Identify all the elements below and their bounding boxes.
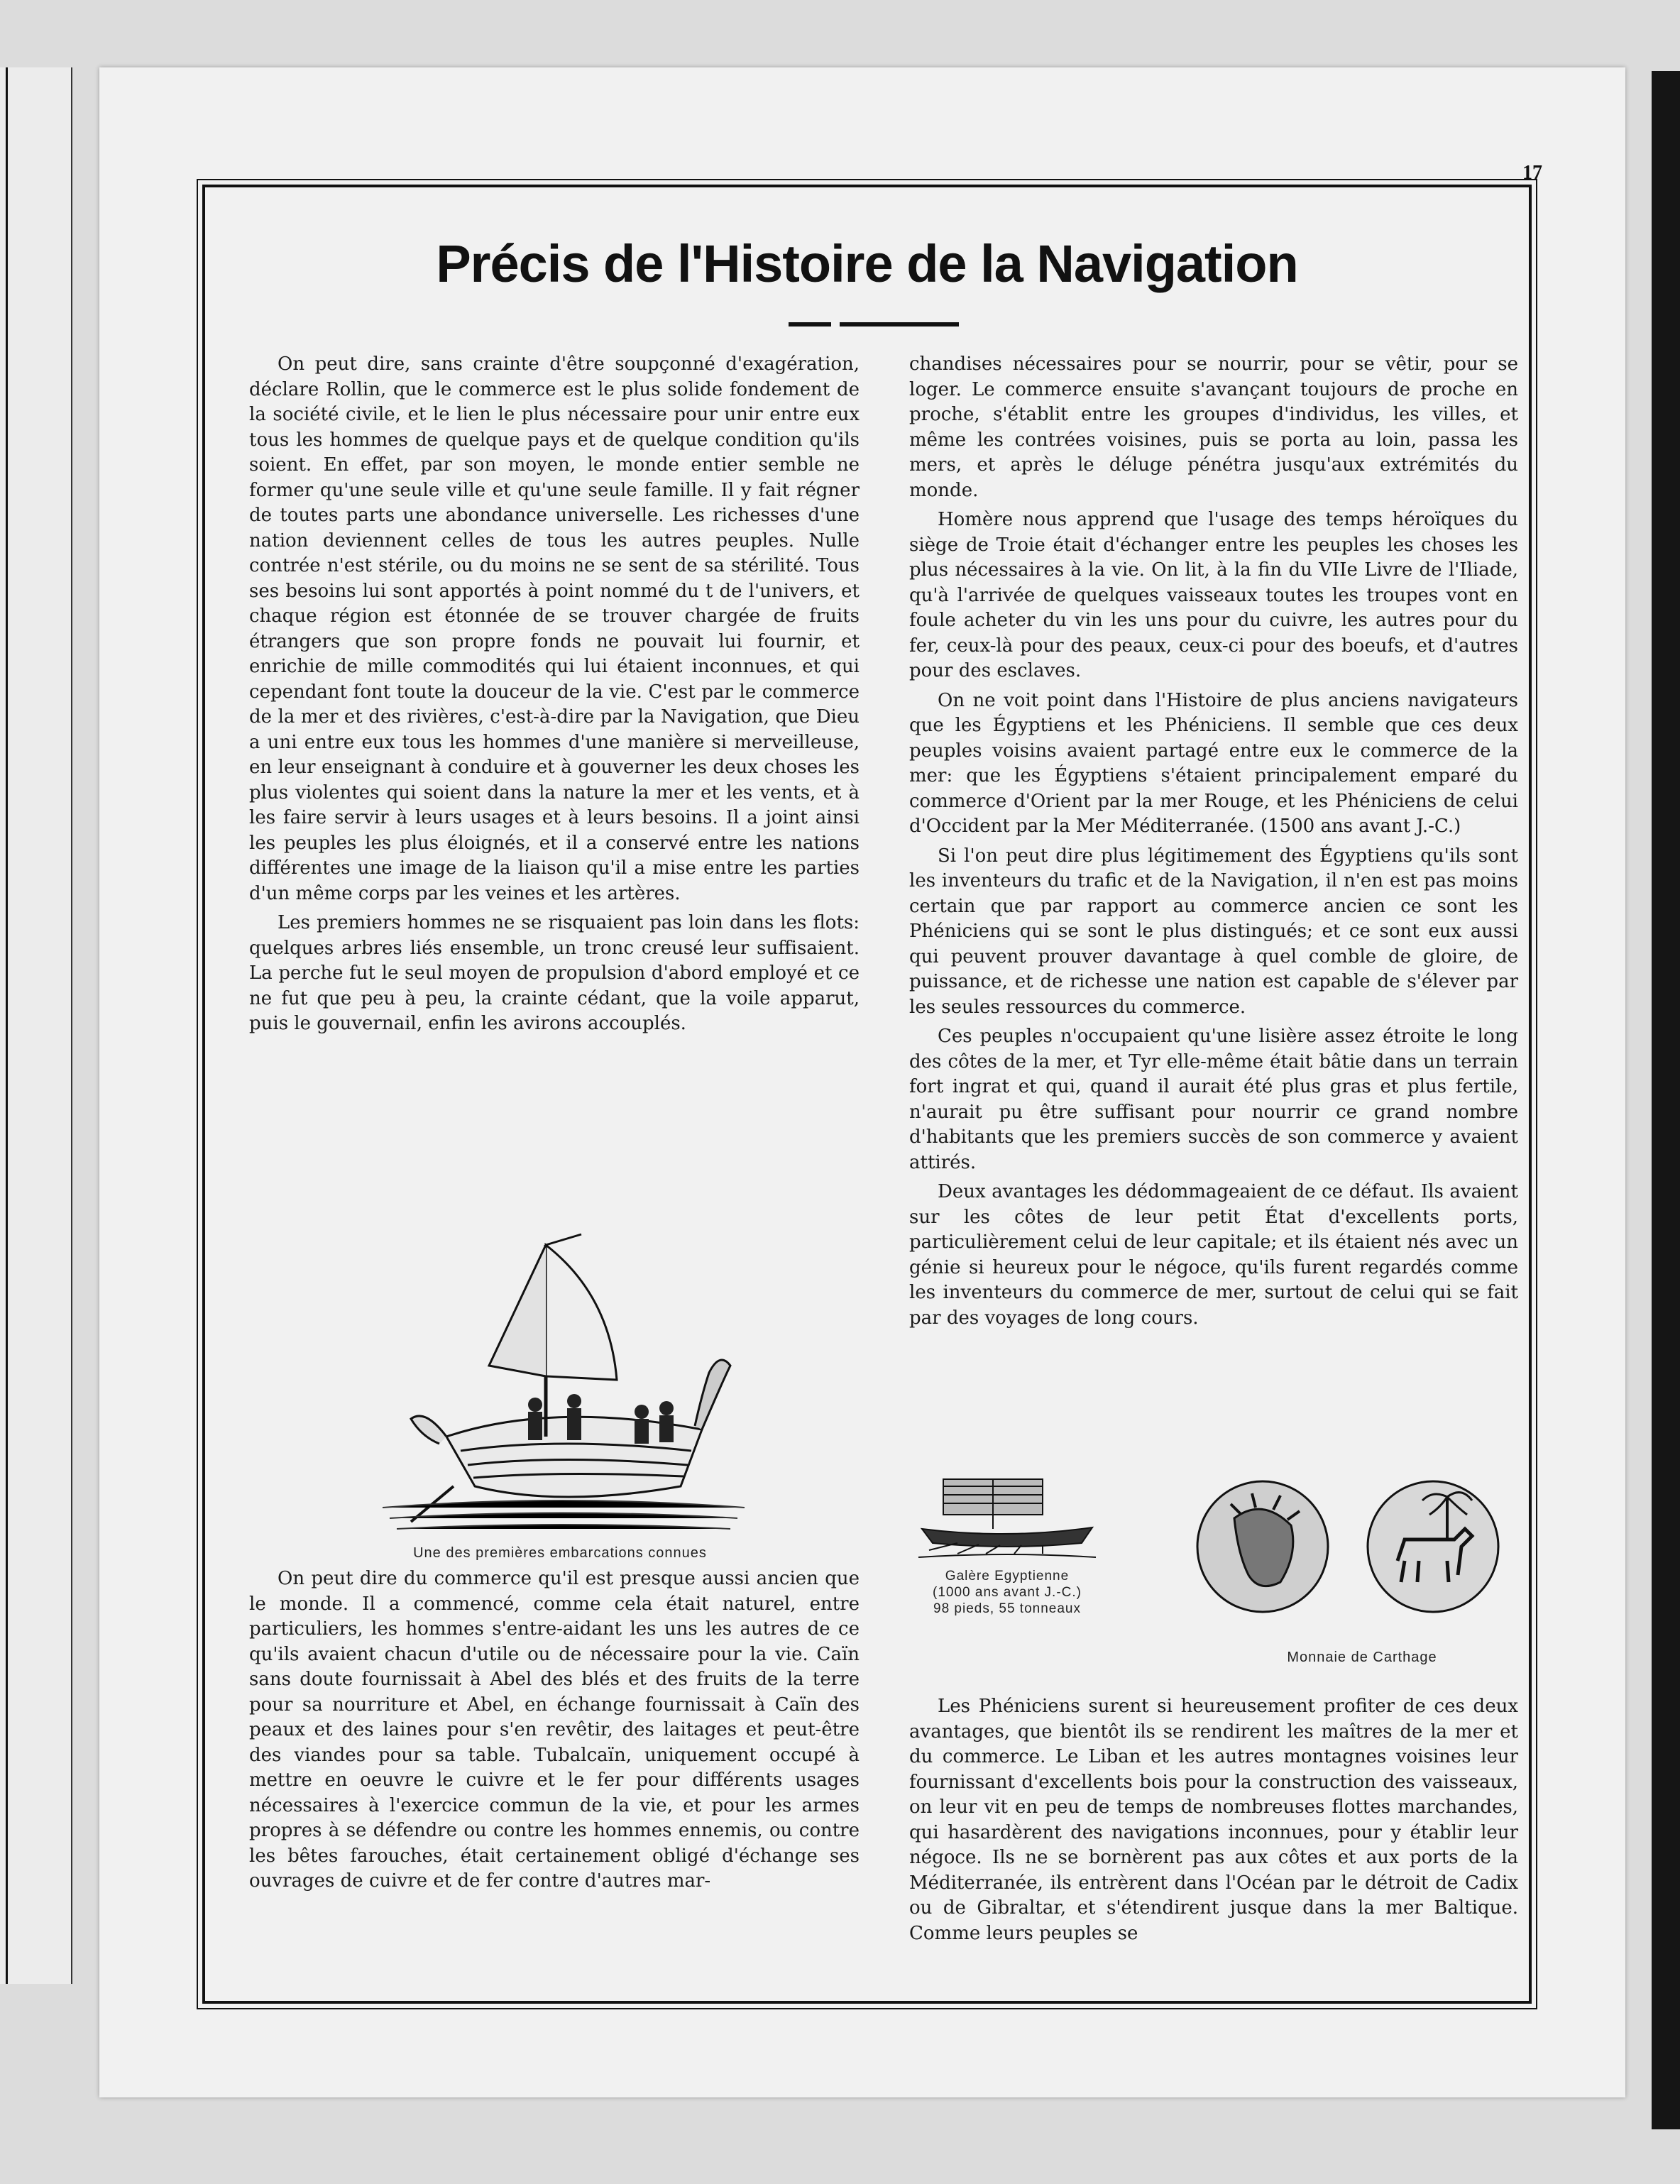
column-left-bottom [249, 1566, 860, 1899]
column-right-top [909, 352, 1518, 1335]
boat-caption: Une des premières embarcations connues [413, 1545, 707, 1561]
paragraph: Homère nous apprend que l'usage des temps héroïques du siège de Troie était d'échanger entre les peuples les choses les plus nécessaires à la vie. On lit, à la fin du VIIe Livre de l'Iliade, qu'à l'arrivée de quelques vaisseaux toutes les troupes vont en foule acheter du vin les uns pour du cuivre, les autres pour du fer, ceux-là pour des peaux, ceux-ci pour des boeufs, et d'autres pour des esclaves. [909, 509, 1518, 681]
paragraph: On peut dire, sans crainte d'être soupçonné d'exagération, déclare Rollin, que le commerce est le plus solide fondement de la société civile, et le lien le plus nécessaire pour unir entre eux tous les hommes de quelque pays et de quelque condition qu'ils soient. En effet, par son moyen, le monde entier semble ne former qu'une seule ville et qu'une seule famille. Il y fait régner de toutes parts une abondance universelle. Les richesses d'une nation deviennent celles de tous les autres peuples. Nulle contrée n'est stérile, ou du moins ne se sent de sa stérilité. Tous ses besoins lui sont apportés à point nommé du t de l'univers, et chaque région est étonnée de se trouver chargée de fruits étrangers que son propre fonds ne pouvait lui fournir, et enrichie de mille commodités qui lui étaient inconnues, et qui cependant font toute la douceur de la vie. C'est par le commerce de la mer et des rivières, c'est-à-dire par la Navigation, que Dieu a uni entre eux tous les hommes d'une manière si merveilleuse, en leur enseignant à conduire et à gouverner les deux choses les plus violentes qui soient dans la nature la mer et les vents, et à les faire servir à leurs usages et à leurs besoins. Il a joint ainsi les peuples les plus éloignés, et il a conservé entre les nations différentes une image de la liaison qu'il a mise entre les parties d'un même corps par les veines et les artères. [249, 353, 860, 904]
paragraph: Les premiers hommes ne se risquaient pas loin dans les flots: quelques arbres liés ensemble, un tronc creusé leur suffisaient. La perche fut le seul moyen de propulsion d'abord employé et ce ne fut que peu à peu, la crainte cédant, que la voile apparut, puis le gouvernail, enfin les avirons accouplés. [249, 912, 860, 1034]
title-ornament-rule [789, 322, 959, 326]
column-left-top [249, 352, 860, 1041]
carthage-coins-illustration [1192, 1476, 1518, 1618]
coin-caption: Monnaie de Carthage [1287, 1650, 1437, 1665]
page-number: 17 [1522, 162, 1542, 184]
column-right-bottom [909, 1694, 1518, 1950]
galley-caption-line: (1000 ans avant J.-C.) [933, 1585, 1082, 1600]
galley-caption-line: Galère Egyptienne [945, 1569, 1070, 1584]
paragraph: Deux avantages les dédommageaient de ce défaut. Ils avaient sur les côtes de leur petit État d'excellents ports, particulièrement celui de leur capitale; et ils étaient nés avec un génie si heureux pour le négoce, qu'ils furent regardés comme les inventeurs du commerce de mer, surtout de celui qui se fait par des voyages de long cours. [909, 1181, 1518, 1329]
paragraph: Ces peuples n'occupaient qu'une lisière assez étroite le long des côtes de la mer, et Tyr elle-même était bâtie dans un terrain fort ingrat et qui, quand il aurait été plus gras et plus fertile, n'aurait pu être suffisant pour nourrir ce grand nombre d'habitants que les premiers succès de son commerce y avaient attirés. [909, 1026, 1518, 1173]
galley-caption-line: 98 pieds, 55 tonneaux [933, 1601, 1081, 1616]
article-title: Précis de l'Histoire de la Navigation [436, 234, 1298, 293]
paragraph: chandises nécessaires pour se nourrir, pour se vêtir, pour se loger. Le commerce ensuite s'avançant toujours de proche en proche, s'établit entre les groupes d'individus, les villes, et même les contrées voisines, puis se porta au loin, passa les mers, et après le déluge pénétra jusqu'aux extrémités du monde. [909, 353, 1518, 501]
early-boat-illustration [368, 1224, 752, 1543]
left-page-edge [0, 67, 72, 1984]
right-scan-edge [1652, 71, 1680, 2129]
egyptian-galley-illustration [915, 1472, 1099, 1564]
paragraph: On ne voit point dans l'Histoire de plus anciens navigateurs que les Égyptiens et les Phéniciens. Il semble que ces deux peuples voisins avaient partagé entre eux le commerce de la mer: que les Égyptiens s'étaient principalement emparé du commerce d'Orient par la mer Rouge, et les Phéniciens de celui d'Occident par la Mer Méditerranée. (1500 ans avant J.-C.) [909, 689, 1518, 837]
paragraph: On peut dire du commerce qu'il est presque aussi ancien que le monde. Il a commencé, comme cela était naturel, entre particuliers, les hommes s'entre-aidant les uns les autres de ce qu'ils avaient chacun d'utile ou de nécessaire pour la vie. Caïn sans doute fournissait à Abel des blés et des fruits de la terre pour sa nourriture et Abel, en échange fournissait à Caïn des peaux et des laines pour s'en revêtir, des laitages et peut-être des viandes pour sa table. Tubalcaïn, uniquement occupé à mettre en oeuvre le cuivre et le fer pour différents usages nécessaires à l'exercice commun de la vie, et pour les armes propres à se défendre ou contre les hommes ennemis, ou contre les bêtes farouches, était certainement obligé d'échange ses ouvrages de cuivre et de fer contre d'autres mar- [249, 1568, 860, 1892]
article-frame [202, 185, 1532, 2004]
galley-caption [908, 1568, 1107, 1617]
paragraph: Les Phéniciens surent si heureusement profiter de ces deux avantages, que bientôt ils se rendirent les maîtres de la mer et du commerce. Le Liban et les autres montagnes voisines leur fournissant d'excellents bois pour la construction des vaisseaux, on leur vit en peu de temps de nombreuses flottes marchandes, qui hasardèrent des navigations inconnues, pour y établir leur négoce. Ils ne se bornèrent pas aux côtes et aux ports de la Méditerranée, ils entrèrent dans l'Océan par le détroit de Cadix ou de Gibraltar, et s'étendirent jusque dans la mer Baltique. Comme leurs peuples se [909, 1696, 1518, 1944]
paragraph: Si l'on peut dire plus légitimement des Égyptiens qu'ils sont les inventeurs du trafic et de la Navigation, il n'en est pas moins certain que par rapport au commerce ancien ce sont les Phéniciens qui se sont le plus distingués; et ce sont eux aussi qui peuvent prouver davantage à quel comble de gloire, de puissance, et de richesse une nation est capable de s'élever par les seules ressources du commerce. [909, 845, 1518, 1018]
left-page-rule [6, 67, 8, 1984]
